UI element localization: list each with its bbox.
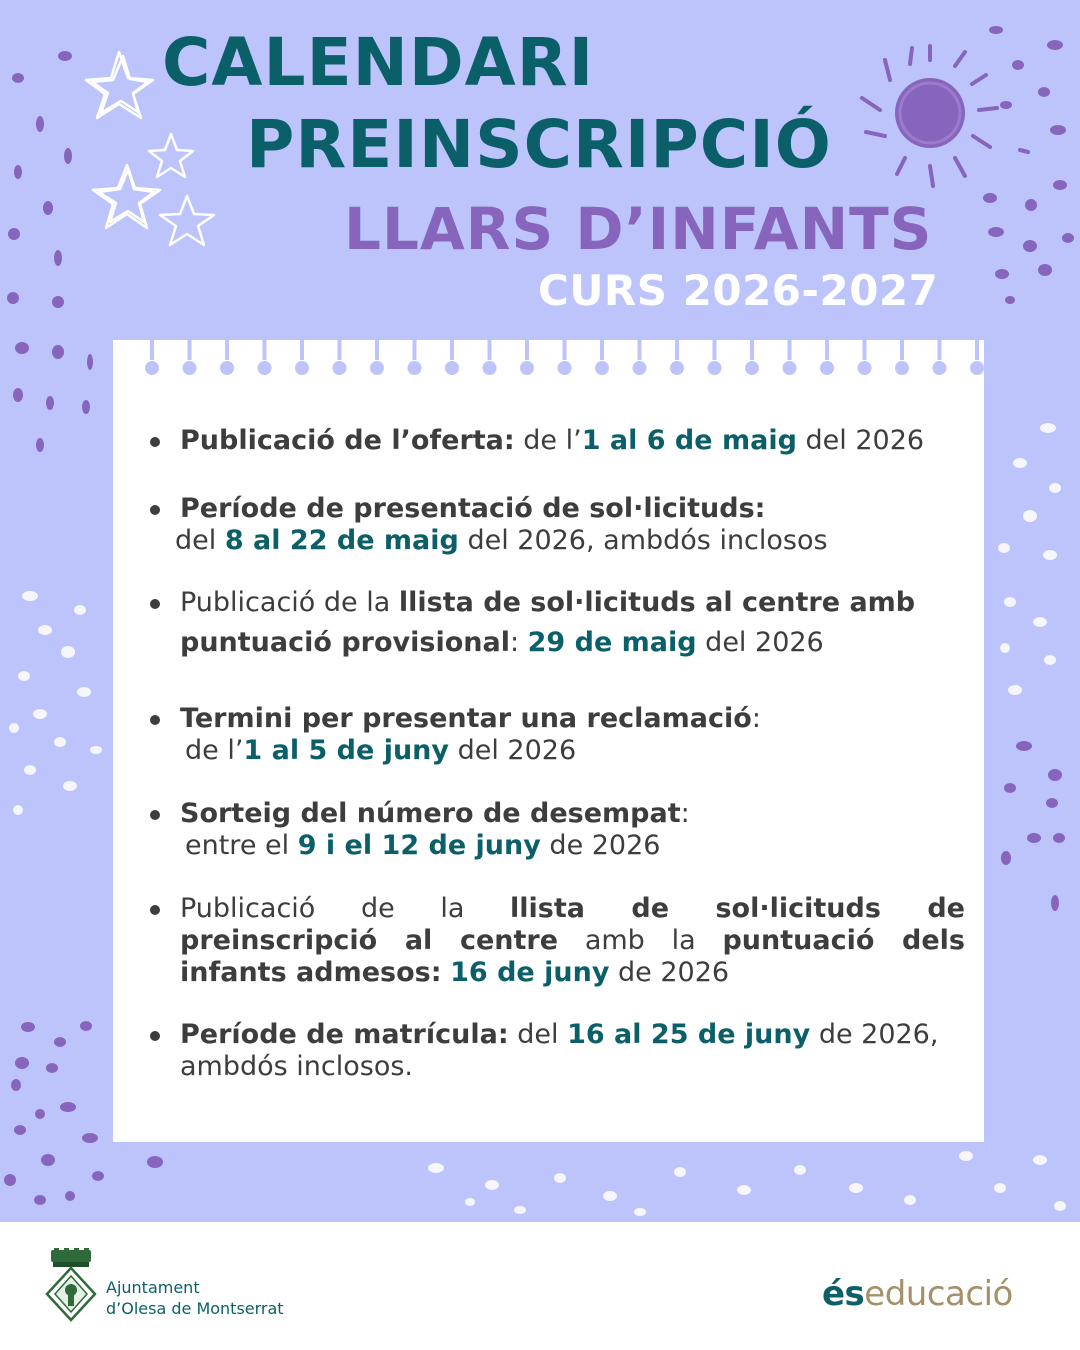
date-highlight: 16 de juny: [450, 957, 610, 988]
item-line: [147, 830, 965, 862]
item-text: del: [175, 525, 225, 556]
item-text: entre el: [185, 830, 298, 861]
item-text: del: [508, 1019, 568, 1050]
bullet-icon: [150, 715, 160, 725]
ring-hole: [558, 340, 572, 375]
ring-hole: [408, 340, 422, 375]
calendar-item: [147, 493, 965, 557]
star-icon: [93, 165, 160, 228]
ring-hole: [445, 340, 459, 375]
bullet-icon: [150, 1031, 160, 1041]
ring-hole: [370, 340, 384, 375]
item-text: Publicació de la: [180, 893, 510, 924]
item-text: Sorteig del número de desempat: [180, 798, 681, 829]
item-text: :: [680, 798, 690, 829]
ring-hole: [970, 340, 984, 375]
item-line: [147, 587, 965, 619]
item-text: Període de presentació de sol·licituds:: [180, 493, 766, 524]
item-text: puntuació provisional: [180, 627, 510, 658]
item-text: de 2026: [540, 830, 661, 861]
date-highlight: 16 al 25 de juny: [567, 1019, 811, 1050]
item-text: Publicació de la: [180, 587, 399, 618]
item-text: amb la: [558, 925, 723, 956]
item-line: [147, 957, 965, 989]
star-icon: [86, 52, 153, 118]
title-calendari: CALENDARI: [162, 24, 595, 101]
title-curs: CURS 2026-2027: [538, 266, 939, 315]
item-line: [147, 425, 965, 457]
item-text: Període de matrícula:: [180, 1019, 509, 1050]
calendar-item: [147, 587, 965, 659]
star-icon: [149, 134, 193, 177]
title-preinscripcio: PREINSCRIPCIÓ: [246, 106, 832, 183]
item-text: Publicació de l’oferta:: [180, 425, 515, 456]
logo-es: és: [822, 1274, 865, 1314]
ring-hole: [745, 340, 759, 375]
bullet-icon: [150, 905, 160, 915]
ring-hole: [820, 340, 834, 375]
logo-educacio: educació: [864, 1274, 1013, 1314]
item-text: [442, 957, 451, 988]
date-highlight: 9 i el 12 de juny: [297, 830, 541, 861]
item-text: puntuació dels: [722, 925, 966, 956]
title-llars-dinfants: LLARS D’INFANTS: [344, 195, 933, 263]
item-line: [147, 925, 965, 957]
item-line: [147, 798, 965, 830]
item-text: de 2026: [609, 957, 730, 988]
item-text: del 2026: [449, 735, 577, 766]
date-highlight: 29 de maig: [527, 627, 697, 658]
olesa-crest-icon: [45, 1248, 97, 1322]
ring-hole: [595, 340, 609, 375]
item-text: infants admesos:: [180, 957, 442, 988]
ring-hole: [895, 340, 909, 375]
item-line: [147, 1019, 965, 1051]
item-text: de l’: [514, 425, 582, 456]
ring-hole: [258, 340, 272, 375]
star-icon: [160, 196, 214, 245]
org-name-line2: d’Olesa de Montserrat: [106, 1299, 284, 1318]
item-text: llista de sol·licituds de: [510, 893, 965, 924]
item-line: [147, 525, 965, 557]
calendar-item: [147, 893, 965, 989]
notepad-rings: [113, 336, 984, 382]
ring-hole: [183, 340, 197, 375]
ring-hole: [783, 340, 797, 375]
date-highlight: 1 al 5 de juny: [243, 735, 450, 766]
ring-hole: [670, 340, 684, 375]
es-educacio-logo: [822, 1274, 1013, 1314]
item-text: llista de sol·licituds al centre amb: [398, 587, 916, 618]
calendar-item: [147, 1019, 965, 1083]
item-text: de 2026,: [810, 1019, 939, 1050]
ring-hole: [333, 340, 347, 375]
item-line: [147, 627, 965, 659]
ring-hole: [520, 340, 534, 375]
item-line: [147, 1051, 965, 1083]
ring-hole: [633, 340, 647, 375]
item-text: Termini per presentar una reclamació: [180, 703, 752, 734]
sun-icon: [862, 46, 1028, 186]
footer: [0, 1222, 1080, 1350]
ring-hole: [858, 340, 872, 375]
org-name-line1: Ajuntament: [106, 1278, 200, 1297]
bullet-icon: [150, 810, 160, 820]
ring-hole: [220, 340, 234, 375]
item-text: ambdós inclosos.: [180, 1051, 414, 1082]
item-text: del 2026: [696, 627, 824, 658]
item-line: [147, 893, 965, 925]
calendar-item: [147, 425, 965, 457]
date-highlight: 1 al 6 de maig: [581, 425, 797, 456]
item-line: [147, 493, 965, 525]
ring-hole: [145, 340, 159, 375]
item-text: del 2026: [796, 425, 925, 456]
item-line: [147, 703, 965, 735]
calendar-item: [147, 798, 965, 862]
ring-hole: [295, 340, 309, 375]
bullet-icon: [150, 599, 160, 609]
item-text: :: [751, 703, 761, 734]
bullet-icon: [150, 505, 160, 515]
item-text: :: [509, 627, 528, 658]
item-line: [147, 735, 965, 767]
ring-hole: [933, 340, 947, 375]
calendar-item: [147, 703, 965, 767]
item-text: preinscripció al centre: [180, 925, 559, 956]
item-text: del 2026, ambdós inclosos: [458, 525, 828, 556]
bullet-icon: [150, 437, 160, 447]
item-text: de l’: [185, 735, 244, 766]
ring-hole: [708, 340, 722, 375]
ring-hole: [483, 340, 497, 375]
date-highlight: 8 al 22 de maig: [224, 525, 459, 556]
